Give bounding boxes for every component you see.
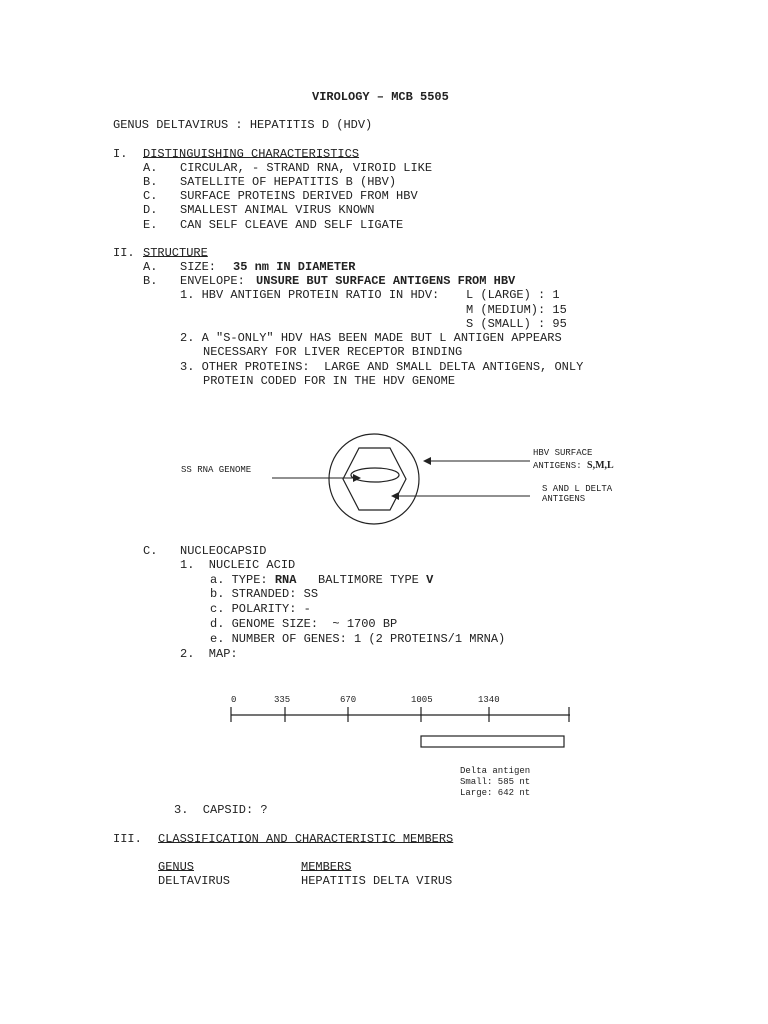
envelope-value: UNSURE BUT SURFACE ANTIGENS FROM HBV (256, 274, 516, 288)
other-proteins-line-2: PROTEIN CODED FOR IN THE HDV GENOME (203, 374, 456, 388)
map-tick-label-1340: 1340 (478, 695, 500, 705)
genes-line: e. NUMBER OF GENES: 1 (2 PROTEINS/1 MRNA) (210, 632, 506, 646)
sml-label: S,M,L (587, 460, 614, 471)
section-1-item-c: SURFACE PROTEINS DERIVED FROM HBV (180, 189, 418, 203)
section-1-item-a: CIRCULAR, - STRAND RNA, VIROID LIKE (180, 161, 433, 175)
section-1-item-e: CAN SELF CLEAVE AND SELF LIGATE (180, 218, 404, 232)
ratio-large: L (LARGE) : 1 (466, 288, 560, 302)
section-1-item-e-letter: E. (143, 218, 158, 232)
nucleic-acid-heading: 1. NUCLEIC ACID (180, 558, 296, 572)
structure-b-letter: B. (143, 274, 158, 288)
section-1-item-b: SATELLITE OF HEPATITIS B (HBV) (180, 175, 397, 189)
section-1-title: DISTINGUISHING CHARACTERISTICS (143, 147, 360, 161)
envelope-label: ENVELOPE: (180, 274, 245, 288)
nucleocapsid-letter: C. (143, 544, 158, 558)
polarity-line: c. POLARITY: - (210, 602, 311, 616)
hbv-antigens-label: ANTIGENS: S,M,L (533, 460, 614, 471)
map-tick-label-1005: 1005 (411, 695, 433, 705)
s-only-line-1: 2. A "S-ONLY" HDV HAS BEEN MADE BUT L ANTIGEN APPEARS (180, 331, 562, 345)
delta-antigens-label-2: ANTIGENS (542, 494, 586, 504)
other-proteins-line-1: 3. OTHER PROTEINS: LARGE AND SMALL DELTA ANTIGENS, ONLY (180, 360, 584, 374)
rna-genome-label: SS RNA GENOME (181, 465, 252, 475)
baltimore-value: V (426, 573, 434, 587)
stranded-line: b. STRANDED: SS (210, 587, 319, 601)
envelope-circle (329, 434, 419, 524)
type-line: a. TYPE: RNA BALTIMORE TYPE V (210, 573, 434, 587)
capsid-hexagon (343, 448, 406, 510)
structure-a-letter: A. (143, 260, 158, 274)
page-title: VIROLOGY – MCB 5505 (312, 90, 449, 104)
section-1-item-a-letter: A. (143, 161, 158, 175)
section-3-number: III. (113, 832, 142, 846)
delta-antigens-label-1: S AND L DELTA (542, 484, 613, 494)
map-tick-label-0: 0 (231, 695, 237, 705)
map-legend-small: Small: 585 nt (460, 777, 531, 787)
antigen-ratio-line: 1. HBV ANTIGEN PROTEIN RATIO IN HDV: (180, 288, 440, 302)
delta-antigen-orf (421, 736, 564, 747)
section-2-title: STRUCTURE (143, 246, 208, 260)
size-label: SIZE: (180, 260, 217, 274)
section-1-number: I. (113, 147, 128, 161)
section-1-item-d-letter: D. (143, 203, 158, 217)
members-value: HEPATITIS DELTA VIRUS (301, 874, 453, 888)
ratio-medium: M (MEDIUM): 15 (466, 303, 567, 317)
genus-column-header: GENUS (158, 860, 195, 874)
genus-line: GENUS DELTAVIRUS : HEPATITIS D (HDV) (113, 118, 373, 132)
section-1-item-c-letter: C. (143, 189, 158, 203)
size-value: 35 nm IN DIAMETER (233, 260, 356, 274)
type-value: RNA (274, 573, 297, 587)
ratio-small: S (SMALL) : 95 (466, 317, 567, 331)
section-1-item-d: SMALLEST ANIMAL VIRUS KNOWN (180, 203, 375, 217)
section-3-title: CLASSIFICATION AND CHARACTERISTIC MEMBERS (158, 832, 454, 846)
map-tick-label-335: 335 (274, 695, 291, 705)
s-only-line-2: NECESSARY FOR LIVER RECEPTOR BINDING (203, 345, 463, 359)
capsid-line: 3. CAPSID: ? (174, 803, 268, 817)
members-column-header: MEMBERS (301, 860, 352, 874)
genome-size-line: d. GENOME SIZE: ~ 1700 BP (210, 617, 398, 631)
genus-value: DELTAVIRUS (158, 874, 231, 888)
map-legend-title: Delta antigen (460, 766, 531, 776)
rna-genome-ellipse (351, 468, 399, 482)
map-legend-large: Large: 642 nt (460, 788, 531, 798)
section-2-number: II. (113, 246, 135, 260)
map-heading: 2. MAP: (180, 647, 238, 661)
nucleocapsid-title: NUCLEOCAPSID (180, 544, 267, 558)
hbv-surface-label: HBV SURFACE (533, 448, 593, 458)
map-tick-label-670: 670 (340, 695, 357, 705)
section-1-item-b-letter: B. (143, 175, 158, 189)
